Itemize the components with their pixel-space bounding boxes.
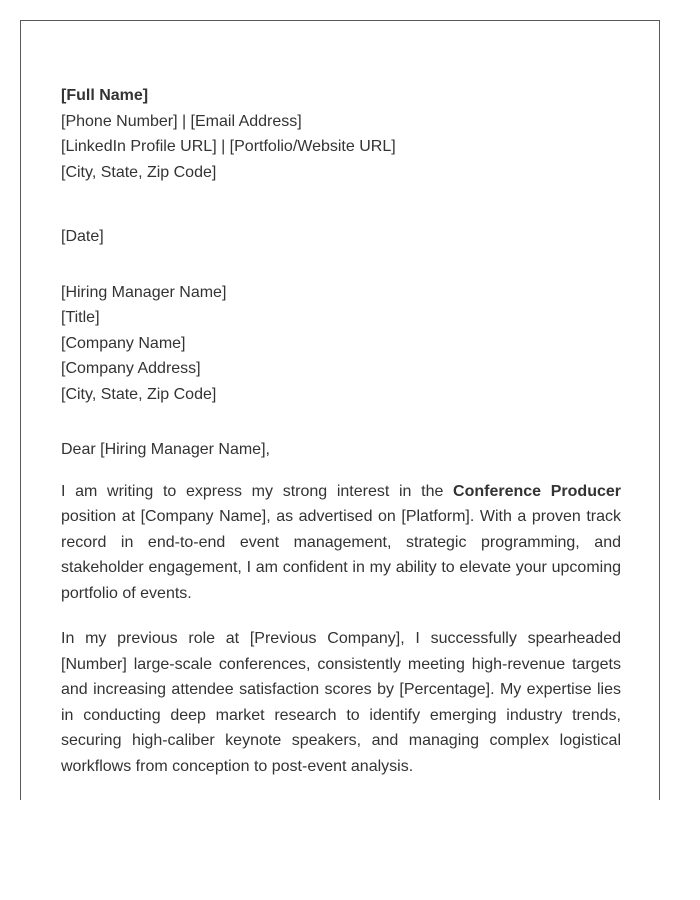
recipient-address: [Company Address]: [61, 360, 201, 377]
recipient-title: [Title]: [61, 309, 100, 326]
recipient-name: [Hiring Manager Name]: [61, 283, 227, 301]
spacer: [61, 185, 621, 224]
recipient-location: [City, State, Zip Code]: [61, 385, 217, 403]
sender-contact-line: [Phone Number] | [Email Address]: [61, 112, 302, 130]
spacer: [61, 606, 621, 626]
letter-date: [Date]: [61, 228, 104, 245]
spacer: [61, 463, 621, 479]
spacer: [61, 250, 621, 280]
spacer: [61, 407, 621, 437]
sender-links-line: [LinkedIn Profile URL] | [Portfolio/Website URL]: [61, 138, 396, 155]
letter-page: [20, 20, 660, 800]
paragraph-intro-lead: I am writing to express my strong interest in the: [61, 482, 454, 500]
salutation: Dear [Hiring Manager Name],: [61, 441, 270, 458]
sender-block: [61, 83, 621, 185]
recipient-block: [61, 280, 621, 408]
recipient-company: [Company Name]: [61, 334, 186, 352]
sender-location: [City, State, Zip Code]: [61, 163, 217, 181]
sender-full-name: [Full Name]: [61, 87, 149, 104]
paragraph-intro-rest: position at [Company Name], as advertised on [Platform]. With a proven track record in end-to-end event management, strategic programming, and stakeholder engagement, I am confident in my ability to elevate your upcoming portfolio of events.: [61, 508, 621, 602]
position-title: Conference Producer: [453, 482, 621, 500]
paragraph-intro: [61, 479, 621, 607]
letter-body: [61, 83, 621, 779]
paragraph-experience: In my previous role at [Previous Company], I successfully spearheaded [Number] large-scale conferences, consistently meeting high-revenue targets and increasing attendee satisfaction scores by [Percentage]. My expertise lies in conducting deep market research to identify emerging industry trends, securing high-caliber keynote speakers, and managing complex logistical workflows from conception to post-event analysis.: [61, 630, 621, 775]
